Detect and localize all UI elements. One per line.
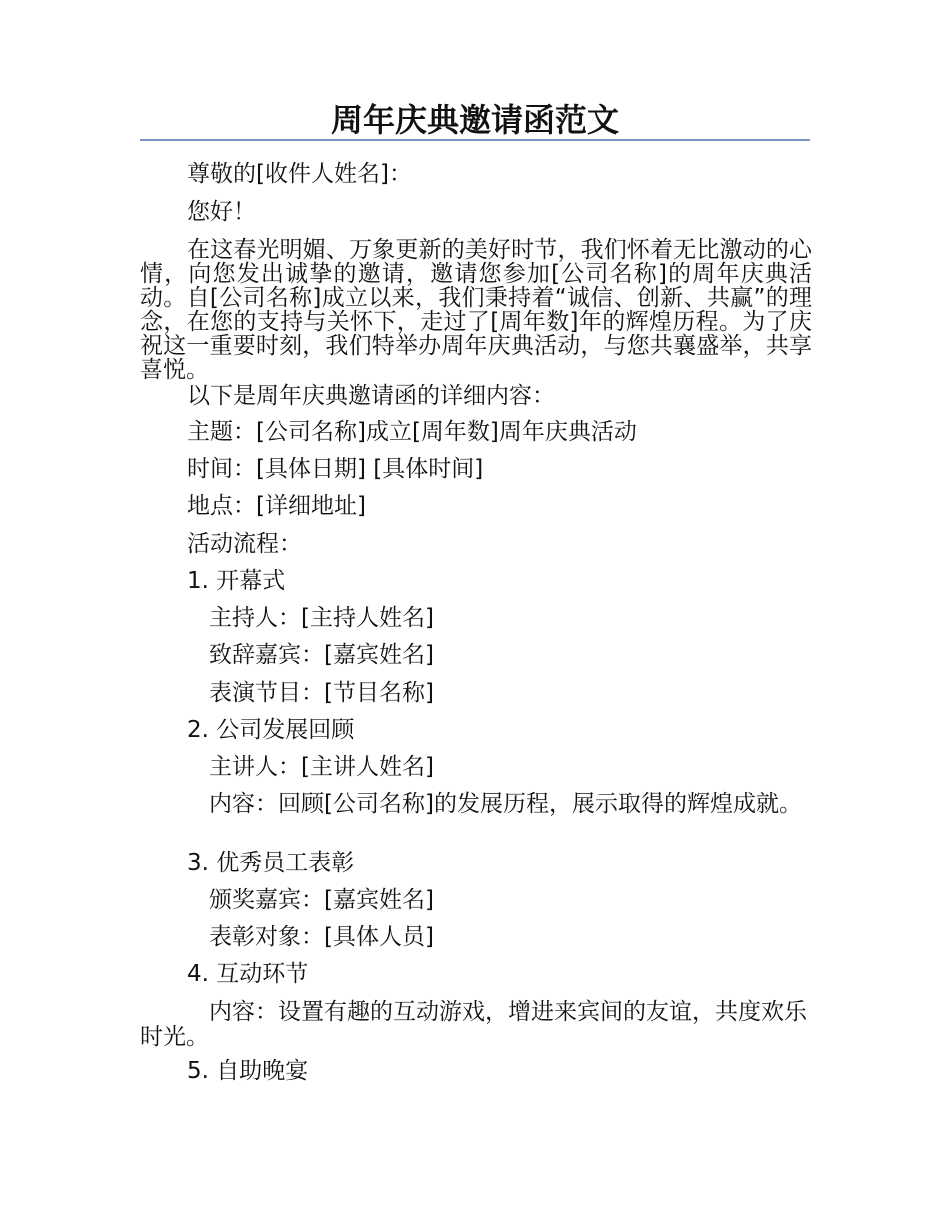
salutation: 尊敬的[收件人姓名]：	[187, 161, 412, 187]
agenda-detail: 表彰对象：[具体人员]	[209, 924, 434, 950]
location-line: 地点：[详细地址]	[187, 493, 366, 519]
agenda-detail: 致辞嘉宾：[嘉宾姓名]	[209, 642, 434, 668]
agenda-detail: 颁奖嘉宾：[嘉宾姓名]	[209, 887, 434, 913]
theme-line: 主题：[公司名称]成立[周年数]周年庆典活动	[187, 419, 637, 445]
agenda-detail: 表演节目：[节目名称]	[209, 680, 434, 706]
title-underline	[140, 139, 810, 141]
details-intro: 以下是周年庆典邀请函的详细内容：	[187, 383, 555, 409]
agenda-detail: 内容：设置有趣的互动游戏，增进来宾间的友谊，共度欢乐时光。	[140, 999, 807, 1050]
document-title: 周年庆典邀请函范文	[330, 101, 619, 139]
agenda-item-heading: 1. 开幕式	[187, 568, 286, 594]
agenda-heading: 活动流程：	[187, 531, 302, 557]
agenda-detail: 主持人：[主持人姓名]	[209, 605, 434, 631]
agenda-item-heading: 2. 公司发展回顾	[187, 717, 355, 743]
time-line: 时间：[具体日期] [具体时间]	[187, 456, 484, 482]
agenda-item-heading: 4. 互动环节	[187, 961, 309, 987]
agenda-detail: 主讲人：[主讲人姓名]	[209, 754, 434, 780]
agenda-item-heading: 5. 自助晚宴	[187, 1058, 309, 1084]
agenda-detail: 内容：回顾[公司名称]的发展历程，展示取得的辉煌成就。	[209, 791, 802, 817]
greeting: 您好！	[187, 199, 256, 225]
agenda-item-heading: 3. 优秀员工表彰	[187, 850, 355, 876]
intro-paragraph: 在这春光明媚、万象更新的美好时节，我们怀着无比激动的心情，向您发出诚挚的邀请，邀请您参加[公司名称]的周年庆典活动。自[公司名称]成立以来，我们秉持着“诚信、创新、共赢”的理念，在您的支持与关怀下，走过了[周年数]年的辉煌历程。为了庆祝这一重要时刻，我们特举办周年庆典活动，与您共襄盛举，共享喜悦。	[140, 237, 812, 383]
